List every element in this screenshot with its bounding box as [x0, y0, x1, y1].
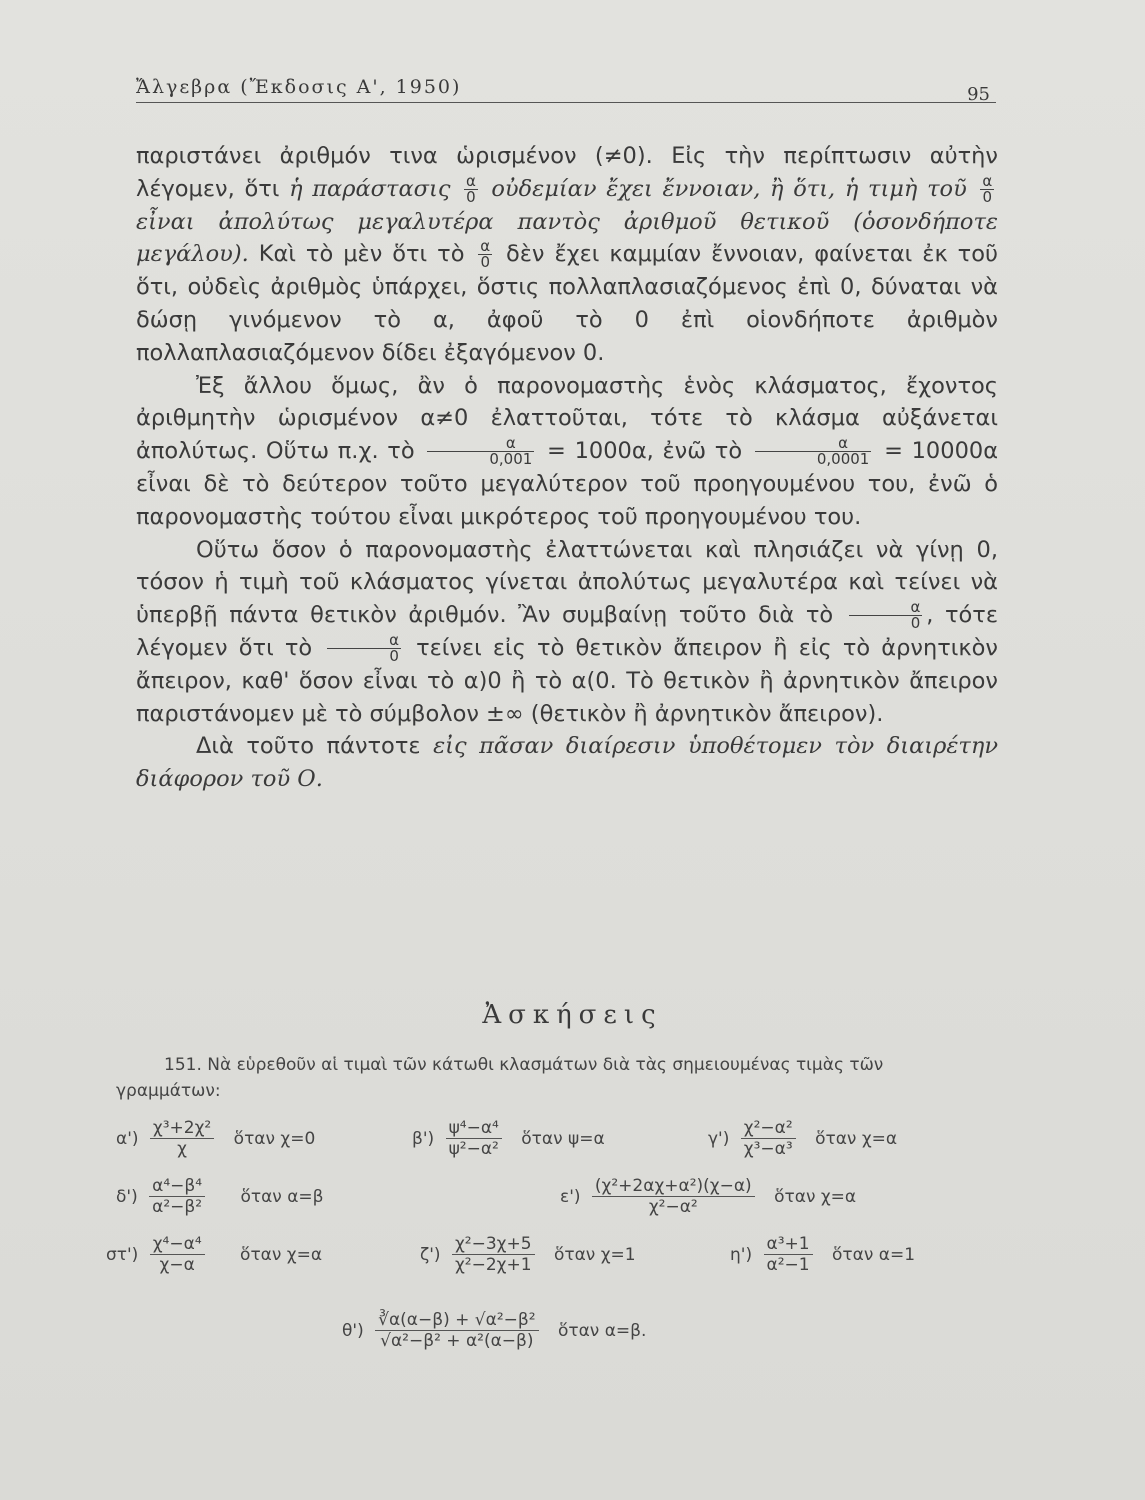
- exercise-item-th: [342, 1310, 646, 1351]
- paragraph-4: [136, 730, 998, 796]
- item-den: α²−1: [764, 1254, 813, 1275]
- italic-span: ἡ παράστασις: [289, 175, 451, 202]
- fraction-a-over-00001: [755, 436, 872, 467]
- item-fraction: [150, 1234, 205, 1275]
- frac-den: 0: [982, 187, 993, 206]
- exercise-item-b: [412, 1118, 605, 1159]
- item-condition: ὅταν χ=α: [774, 1186, 857, 1207]
- italic-span: εἶναι ἀπολύτως μεγαλυτέρα παντὸς ἀριθμοῦ θετικοῦ (ὁσονδήποτε μεγάλου).: [136, 208, 998, 268]
- item-condition: ὅταν χ=1: [553, 1244, 636, 1265]
- item-num: ψ⁴−α⁴: [448, 1118, 499, 1138]
- item-label: ζ'): [420, 1244, 441, 1265]
- frac-den: 0: [327, 648, 401, 664]
- item-num: ∛α(α−β) + √α²−β²: [378, 1310, 536, 1330]
- frac-num: α: [838, 434, 849, 453]
- running-header: [136, 76, 996, 103]
- fraction-a-over-0: [980, 171, 994, 206]
- item-condition: ὅταν α=β.: [557, 1320, 647, 1341]
- frac-num: α: [505, 434, 516, 453]
- item-num: α⁴−β⁴: [152, 1176, 203, 1196]
- frac-den: 0: [849, 615, 923, 631]
- frac-num: α: [982, 171, 993, 190]
- running-title: Ἄλγεβρα (Ἔκδοσις Α', 1950): [136, 76, 462, 98]
- item-num: χ³+2χ²: [152, 1118, 212, 1138]
- frac-den: 0,0001: [755, 451, 872, 467]
- exercise-item-e: [560, 1176, 856, 1217]
- item-fraction: [375, 1310, 538, 1351]
- exercise-item-h: [730, 1234, 915, 1275]
- fraction-a-over-0: [464, 171, 478, 206]
- fraction-a-over-0: [478, 239, 492, 270]
- item-condition: ὅταν χ=0: [233, 1128, 316, 1149]
- text-span: , τότε λέγομεν ὅτι τὸ: [136, 602, 999, 661]
- item-den: χ²−2χ+1: [452, 1254, 535, 1275]
- item-den: χ²−α²: [592, 1196, 755, 1217]
- main-text: [136, 140, 998, 796]
- italic-span: οὐδεμίαν ἔχει ἔννοιαν, ἢ ὅτι, ἡ τιμὴ τοῦ: [491, 175, 967, 202]
- item-fraction: [452, 1234, 535, 1275]
- paragraph-3: [136, 534, 998, 731]
- item-fraction: [741, 1118, 796, 1159]
- item-condition: ὅταν χ=α: [240, 1244, 323, 1265]
- exercise-item-a: [116, 1118, 315, 1159]
- item-den: χ: [150, 1138, 214, 1159]
- exercise-item-d: [116, 1176, 324, 1217]
- exercise-item-z: [420, 1234, 636, 1275]
- item-den: χ−α: [150, 1254, 205, 1275]
- frac-den: 0,001: [427, 451, 534, 467]
- item-label: β'): [412, 1128, 435, 1149]
- item-fraction: [764, 1234, 813, 1275]
- text-span: = 1000α, ἐνῶ τὸ: [547, 438, 743, 465]
- item-condition: ὅταν ψ=α: [521, 1128, 605, 1149]
- item-fraction: [446, 1118, 502, 1159]
- text-span: Καὶ τὸ μὲν ὅτι τὸ: [258, 241, 465, 268]
- item-den: α²−β²: [149, 1196, 205, 1217]
- paragraph-2: [136, 370, 998, 534]
- item-label: ε'): [560, 1186, 581, 1207]
- item-num: χ²−3χ+5: [454, 1234, 532, 1254]
- exercise-item-st: [106, 1234, 322, 1275]
- item-fraction: [149, 1176, 205, 1217]
- item-num: (χ²+2αχ+α²)(χ−α): [594, 1176, 752, 1196]
- page-number: 95: [967, 84, 990, 105]
- item-fraction: [150, 1118, 214, 1159]
- item-condition: ὅταν α=β: [240, 1186, 324, 1207]
- section-title: Ἀσκήσεις: [482, 1000, 663, 1030]
- exercises-intro: [116, 1052, 976, 1104]
- text-span: παριστάνει ἀριθμόν τινα ὡρισμένον (≠0). Εἰς τὴν περίπτωσιν αὐτὴν λέγομεν, ὅτι: [136, 143, 998, 202]
- item-condition: ὅταν χ=α: [815, 1128, 898, 1149]
- frac-num: α: [465, 171, 476, 190]
- item-den: ψ²−α²: [446, 1138, 502, 1159]
- item-den: χ³−α³: [741, 1138, 796, 1159]
- item-label: γ'): [708, 1128, 730, 1149]
- frac-num: α: [389, 630, 400, 649]
- fraction-a-over-0001: [427, 436, 534, 467]
- item-num: χ⁴−α⁴: [152, 1234, 202, 1254]
- item-condition: ὅταν α=1: [832, 1244, 916, 1265]
- text-span: Ἐξ ἄλλου ὅμως, ἂν ὁ παρονομαστὴς ἑνὸς κλάσματος, ἔχοντος ἀριθμητὴν ὡρισμένον α≠0 ἐλαττοῦται, τότε τὸ κλάσμα αὐξάνεται ἀπολύτως. Οὕτω π.χ. τὸ: [136, 372, 998, 465]
- fraction-a-over-0: [849, 600, 923, 631]
- item-label: η'): [730, 1244, 753, 1265]
- item-label: θ'): [342, 1320, 364, 1341]
- fraction-a-over-0: [327, 630, 401, 665]
- item-num: χ²−α²: [743, 1118, 793, 1138]
- item-label: α'): [116, 1128, 139, 1149]
- text-span: δὲν ἔχει καμμίαν ἔννοιαν, φαίνεται ἐκ τοῦ ὅτι, οὐδεὶς ἀριθμὸς ὑπάρχει, ὅστις πολλαπλασιαζόμενος ἐπὶ 0, δύναται νὰ δώσῃ γινόμενον τὸ α, ἀφοῦ τὸ 0 ἐπὶ οἱονδήποτε ἀριθμὸν πολλαπλασιαζόμενον δίδει ἐξαγόμενον 0.: [136, 241, 999, 366]
- text-span: = 10000α εἶναι δὲ τὸ δεύτερον τοῦτο μεγαλύτερον τοῦ προηγουμένου του, ἐνῶ ὁ παρονομαστὴς τούτου εἶναι μικρότερος τοῦ προηγουμένου του.: [136, 438, 999, 530]
- paragraph-1: [136, 140, 998, 370]
- item-label: δ'): [116, 1186, 138, 1207]
- frac-num: α: [910, 598, 921, 617]
- item-fraction: [592, 1176, 755, 1217]
- text-span: Διὰ τοῦτο πάντοτε: [196, 733, 421, 760]
- exercise-item-c: [708, 1118, 897, 1159]
- italic-span: εἰς πᾶσαν διαίρεσιν ὑποθέτομεν τὸν διαιρέτην διάφορον τοῦ Ο.: [136, 733, 998, 793]
- frac-den: 0: [466, 187, 476, 206]
- exercise-151-text: 151. Νὰ εὑρεθοῦν αἱ τιμαὶ τῶν κάτωθι κλασμάτων διὰ τὰς σημειουμένας τιμὰς τῶν γραμμάτων:: [116, 1055, 884, 1101]
- item-label: στ'): [106, 1244, 139, 1265]
- item-den: √α²−β² + α²(α−β): [375, 1330, 538, 1351]
- text-span: τείνει εἰς τὸ θετικὸν ἄπειρον ἢ εἰς τὸ ἀρνητικὸν ἄπειρον, καθ' ὅσον εἶναι τὸ α)0 ἢ τὸ α(0. Τὸ θετικὸν ἢ ἀρνητικὸν ἄπειρον παριστάνομεν μὲ τὸ σύμβολον ±∞ (θετικὸν ἢ ἀρνητικὸν ἄπειρον).: [136, 634, 999, 727]
- text-span: Οὕτω ὅσον ὁ παρονομαστὴς ἐλαττώνεται καὶ πλησιάζει νὰ γίνῃ 0, τόσον ἡ τιμὴ τοῦ κλάσματος γίνεται ἀπολύτως μεγαλυτέρα καὶ τείνει νὰ ὑπερβῇ πάντα θετικὸν ἀριθμόν. Ἂν συμβαίνῃ τοῦτο διὰ τὸ: [136, 536, 998, 629]
- frac-den: 0: [480, 253, 490, 272]
- item-num: α³+1: [766, 1234, 810, 1254]
- frac-num: α: [480, 237, 491, 256]
